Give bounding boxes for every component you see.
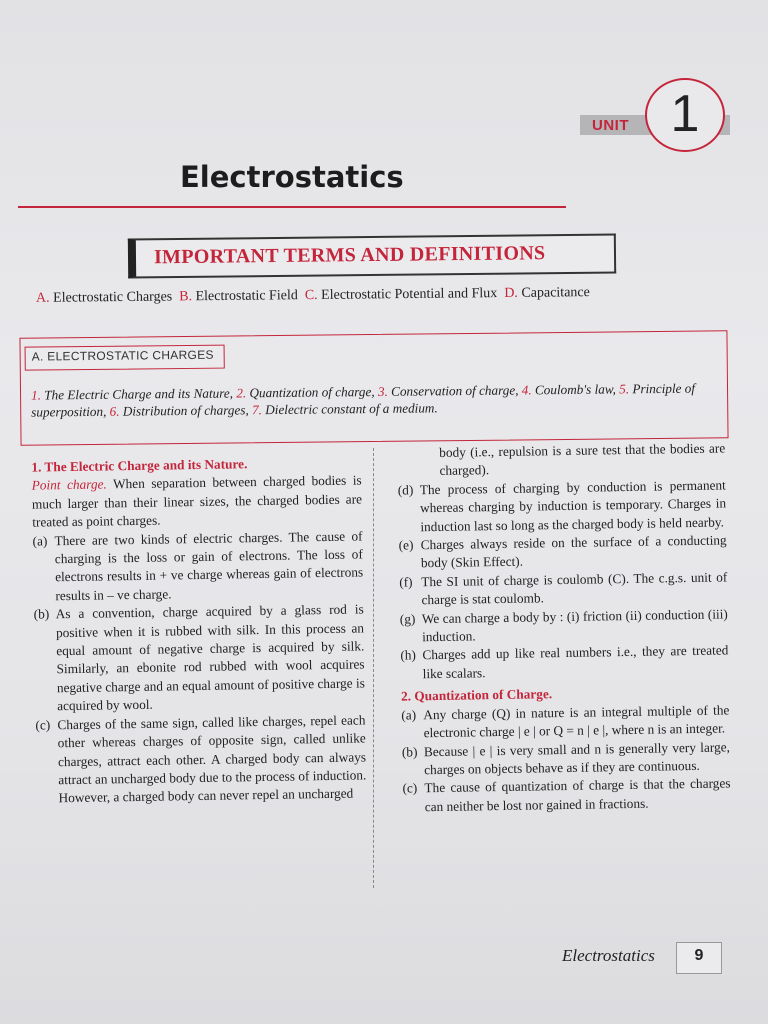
chapter-title: Electrostatics — [180, 160, 404, 194]
item-text: Because | e | is very small and n is generally very large, charges on objects behave as if they are continuous. — [423, 738, 730, 778]
list-item — [399, 568, 728, 610]
item-label: (a) — [32, 532, 48, 549]
section-a-heading: A. ELECTROSTATIC CHARGES — [31, 347, 214, 364]
subtopic: Distribution of charges, — [122, 402, 249, 419]
item-label: (c) — [402, 780, 418, 796]
heading-number: 1. — [31, 459, 42, 475]
item-label: (g) — [399, 610, 416, 627]
list-item — [401, 701, 730, 743]
subtopic-number: 3. — [377, 383, 388, 399]
subtopic-number: 2. — [236, 385, 247, 401]
list-item — [32, 527, 363, 606]
item-text: The cause of quantization of charge is that the charges can neither be lost nor gained in fractions. — [424, 775, 731, 814]
title-rule — [18, 206, 566, 208]
heading-text: The Electric Charge and its Nature. — [44, 456, 248, 475]
list-item — [399, 531, 728, 573]
topic-item: Electrostatic Field — [195, 288, 298, 305]
item-label: (h) — [400, 647, 417, 664]
unit-number-circle — [645, 78, 725, 152]
subtopic: Principle of superposition, — [31, 380, 696, 420]
topic-item: Capacitance — [521, 285, 590, 301]
subtopic: Quantization of charge, — [249, 383, 375, 401]
subtopic: Coulomb's law, — [534, 381, 616, 398]
section-a-box — [19, 330, 728, 445]
item-label: (c) — [35, 717, 51, 733]
item-text: The SI unit of charge is coulomb (C). The c.g.s. unit of charge is stat coulomb. — [421, 569, 728, 608]
section-a-heading-box — [25, 345, 225, 371]
item-text: As a convention, charge acquired by a glass rod is positive when it is rubbed with silk. In this process an equal amount of negative charge is acquired by silk. Similarly, an ebonite rod rubbed with wool acquires negative charge and an equal amount of positive charge is acquired by wool. — [55, 601, 365, 714]
page-number-box — [676, 942, 722, 974]
heading-text: Quantization of Charge. — [414, 686, 553, 704]
page-number: 9 — [694, 947, 704, 964]
continued-text: body (i.e., repulsion is a sure test that the bodies are charged). — [439, 440, 726, 479]
unit-number: 1 — [670, 85, 700, 143]
topic-letter: D. — [504, 285, 518, 301]
point-charge-paragraph — [32, 472, 363, 532]
item-label: (f) — [399, 574, 413, 590]
subtopic: Dielectric constant of a medium. — [265, 400, 438, 418]
item-label: (a) — [401, 707, 417, 723]
subtopic-number: 7. — [251, 402, 262, 418]
list-item — [35, 711, 366, 808]
list-item — [402, 775, 731, 817]
column-divider — [373, 448, 375, 888]
section-a-subtopics — [31, 379, 721, 420]
topic-letter: C. — [304, 287, 318, 304]
item-text: The process of charging by conduction is permanent whereas charging by induction is temporary. Charges in induction last so long as the charged body is held nearby. — [419, 477, 727, 534]
list-item — [400, 605, 729, 647]
subtopic: The Electric Charge and its Nature, — [44, 385, 234, 403]
term-label: Point charge. — [31, 476, 107, 494]
subtopic-number: 1. — [30, 387, 42, 403]
heading-number: 2. — [400, 688, 412, 704]
section-banner-text: IMPORTANT TERMS AND DEFINITIONS — [153, 242, 546, 269]
paragraph-text: When separation between charged bodies is much larger than their linear sizes, the charged bodies are treated as point charges. — [31, 472, 363, 530]
subtopic: Conservation of charge, — [391, 382, 519, 399]
item-label: (b) — [33, 606, 50, 622]
subtopic-number: 5. — [619, 381, 630, 397]
item-text: We can charge a body by : (i) friction (ii) conduction (iii) induction. — [421, 606, 728, 645]
left-column — [31, 453, 366, 808]
list-item — [400, 642, 729, 684]
footer-title: Electrostatics — [562, 946, 655, 965]
item-text: There are two kinds of electric charges. The cause of charging is the loss or gain of electrons. The loss of electrons results in + ve charge whereas gain of electrons results in – ve charge. — [54, 528, 364, 604]
item-label: (d) — [397, 482, 414, 498]
unit-label: UNIT — [592, 117, 629, 134]
item-text: Charges add up like real numbers i.e., they are treated like scalars. — [422, 642, 729, 682]
topic-letter: B. — [179, 289, 193, 305]
item-text: Charges always reside on the surface of a conducting body (Skin Effect). — [420, 532, 727, 571]
item-text: Any charge (Q) in nature is an integral multiple of the electronic charge | e | or Q = n | e |, where n is an integer. — [423, 702, 730, 741]
subtopic-number: 4. — [521, 382, 532, 398]
item-label: (b) — [401, 743, 418, 760]
topic-item: Electrostatic Potential and Flux — [321, 286, 498, 303]
list-item — [398, 476, 727, 536]
item-text: Charges of the same sign, called like charges, repel each other whereas charges of opposite sign, called unlike charges, attract each other. A charged body can always attract an uncharged body due to the process of induction. However, a charged body can never repel an uncharged — [57, 712, 367, 806]
topic-item: Electrostatic Charges — [53, 289, 173, 306]
right-column — [397, 439, 731, 816]
section-banner — [128, 233, 616, 278]
topic-letter: A. — [35, 290, 50, 306]
topic-list — [36, 285, 590, 307]
list-item — [402, 738, 731, 780]
list-item — [34, 601, 366, 717]
item-label: (e) — [398, 537, 414, 553]
subtopic-number: 6. — [109, 403, 120, 419]
